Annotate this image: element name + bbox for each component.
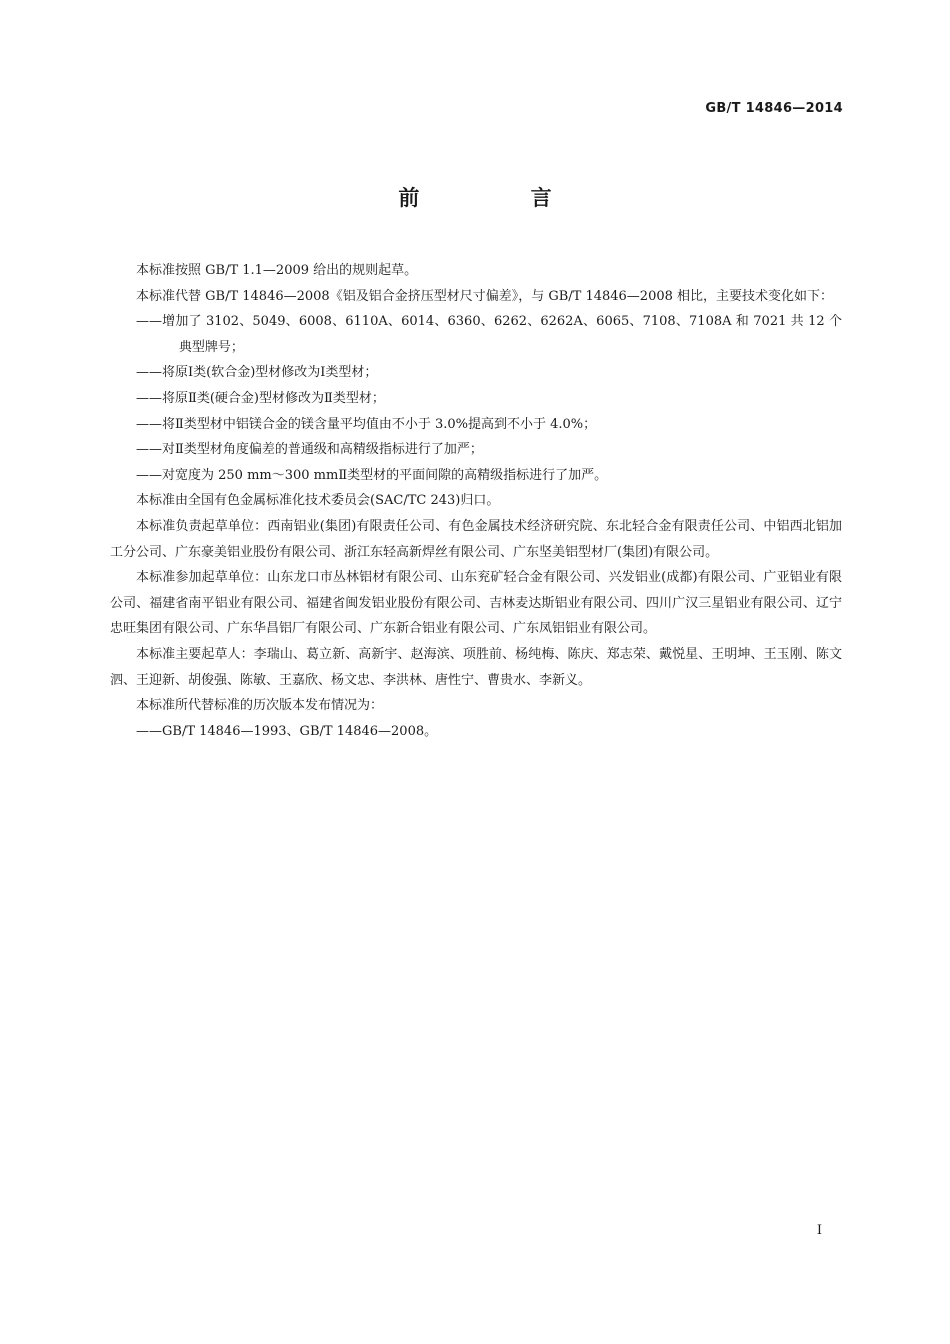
document-body bbox=[110, 258, 842, 744]
paragraph-replaces: 本标准代替 GB/T 14846—2008《铝及铝合金挤压型材尺寸偏差》，与 GB/T 14846—2008 相比，主要技术变化如下： bbox=[136, 288, 834, 304]
paragraph-drafting-rules: 本标准按照 GB/T 1.1—2009 给出的规则起草。 bbox=[136, 263, 418, 278]
page-title: 前 言 bbox=[398, 186, 604, 210]
standard-code: GB/T 14846—2014 bbox=[705, 101, 843, 116]
change-item: ——将原Ⅱ类(硬合金)型材修改为Ⅱ类型材； bbox=[136, 390, 385, 406]
page-number: I bbox=[816, 1223, 822, 1238]
change-item: ——将Ⅱ类型材中铝镁合金的镁含量平均值由不小于 3.0%提高到不小于 4.0%； bbox=[136, 416, 597, 432]
paragraph-main-authors: 本标准主要起草人：李瑞山、葛立新、高新宇、赵海滨、项胜前、杨纯梅、陈庆、郑志荣、戴悦星、王明坤、王玉刚、陈文泗、王迎新、胡俊强、陈敏、王嘉欣、杨文忠、李洪林、唐性宁、曹贵水、李新义。 bbox=[110, 646, 842, 688]
version-history-item: ——GB/T 14846—1993、GB/T 14846—2008。 bbox=[136, 723, 438, 739]
change-item: ——将原Ⅰ类(软合金)型材修改为Ⅰ类型材； bbox=[136, 365, 378, 381]
change-item: ——对Ⅱ类型材角度偏差的普通级和高精级指标进行了加严； bbox=[136, 442, 483, 458]
paragraph-lead-drafters: 本标准负责起草单位：西南铝业(集团)有限责任公司、有色金属技术经济研究院、东北轻合金有限责任公司、中铝西北铝加工分公司、广东豪美铝业股份有限公司、浙江东轻高新焊丝有限公司、广东坚美铝型材厂(集团)有限公司。 bbox=[110, 518, 842, 560]
change-item: ——对宽度为 250 mm～300 mmⅡ类型材的平面间隙的高精级指标进行了加严。 bbox=[136, 467, 608, 483]
paragraph-version-history: 本标准所代替标准的历次版本发布情况为： bbox=[136, 698, 384, 714]
paragraph-participating-drafters: 本标准参加起草单位：山东龙口市丛林铝材有限公司、山东兖矿轻合金有限公司、兴发铝业(成都)有限公司、广亚铝业有限公司、福建省南平铝业有限公司、福建省闽发铝业股份有限公司、吉林麦达斯铝业有限公司、四川广汉三星铝业有限公司、辽宁忠旺集团有限公司、广东华昌铝厂有限公司、广东新合铝业有限公司、广东凤铝铝业有限公司。 bbox=[110, 570, 842, 637]
paragraph-committee: 本标准由全国有色金属标准化技术委员会(SAC/TC 243)归口。 bbox=[136, 493, 500, 509]
change-item: ——增加了 3102、5049、6008、6110A、6014、6360、6262、6262A、6065、7108、7108A 和 7021 共 12 个典型牌号； bbox=[136, 314, 842, 355]
